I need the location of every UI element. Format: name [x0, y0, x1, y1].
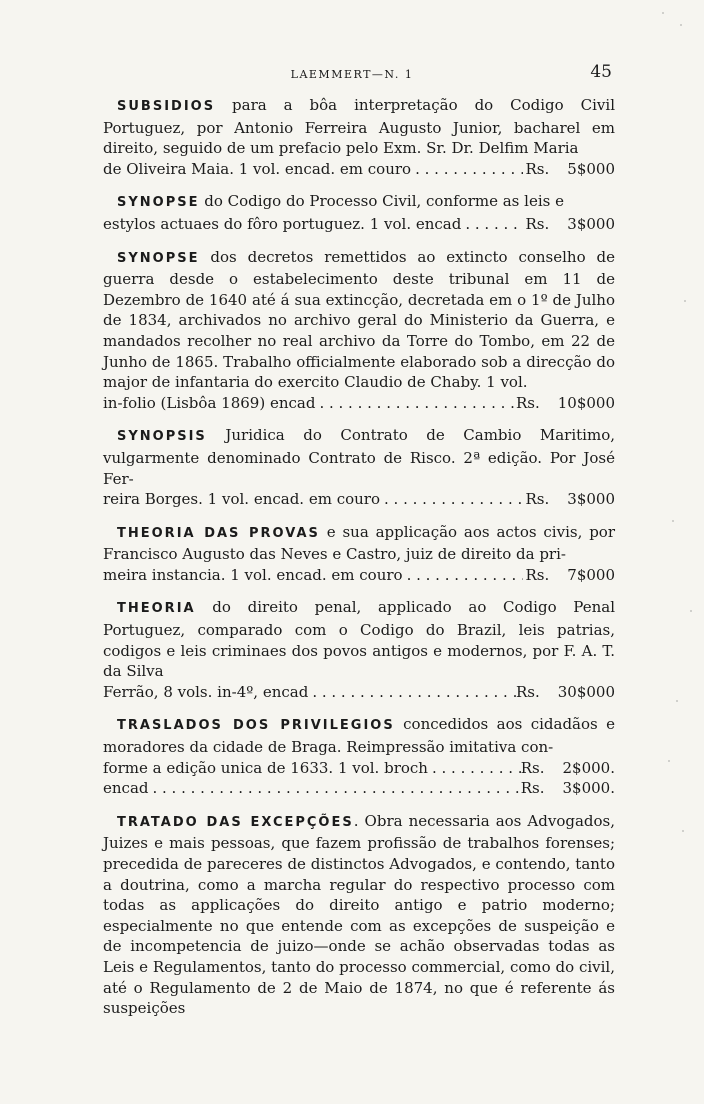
price-line	[103, 214, 615, 235]
currency: Rs.	[520, 758, 545, 777]
leader-dots	[148, 778, 520, 799]
price: 2$000.	[562, 758, 615, 777]
entry-tail: meira instancia. 1 vol. encad. em couro	[103, 565, 403, 584]
entry-tail: reira Borges. 1 vol. encad. em couro	[103, 490, 380, 509]
entry-description: dos decretos remettidos ao extincto conselho de guerra desde o estabelecimento deste tribunal em 11 de Dezembro de 1640 até á sua extincção, decretada em o 1º de Julho de 1834, archivados no archivo geral do Ministerio da Guerra, e mandados recolher no real archivo da Torre do Tombo, em 22 de Junho de 1865. Trabalho officialmente elaborado sob a direcção do major de infantaria do exercito Claudio de Chaby. 1 vol.	[103, 247, 615, 392]
price-line	[103, 778, 615, 799]
currency: Rs.	[515, 393, 540, 412]
paper-speck	[690, 610, 692, 612]
entry-description: para a bôa interpretação do Codigo Civil Portuguez, por Antonio Ferreira Augusto Junior, bacharel em direito, seguido de um prefacio pelo Exm. Sr. Dr. Delfim Maria	[103, 96, 615, 158]
paper-speck	[682, 830, 684, 832]
price-line	[103, 393, 615, 414]
entry-tail: estylos actuaes do fôro portuguez. 1 vol. encad	[103, 214, 462, 233]
catalog-entry	[103, 597, 615, 702]
price: 5$000	[567, 159, 615, 178]
paper-speck	[668, 760, 670, 762]
entry-tail: in-folio (Lisbôa 1869) encad	[103, 393, 316, 412]
running-head	[0, 62, 704, 84]
paper-specks	[624, 0, 704, 1104]
catalog-entry	[103, 247, 615, 414]
entry-description: Juridica do Contrato de Cambio Maritimo, vulgarmente denominado Contrato de Risco. 2ª edição. Por José Fer-	[103, 426, 615, 488]
currency: Rs.	[520, 779, 545, 798]
entry-heading: TRASLADOS DOS PRIVILEGIOS	[117, 718, 395, 734]
entry-description: e sua applicação aos actos civis, por Francisco Augusto das Neves e Castro, juiz de direito da pri-	[103, 522, 615, 564]
page-number: 45	[590, 62, 612, 82]
entry-tail: Ferrão, 8 vols. in-4º, encad	[103, 682, 309, 701]
entry-description: . Obra necessaria aos Advogados, Juizes e mais pessoas, que fazem profissão de trabalhos forenses; precedida de pareceres de distinctos Advogados, e contendo, tanto a doutrina, como a marcha regular do respectivo processo com todas as applicações do direito antigo e patrio moderno; especialmente no que entende com as excepções de suspeição e de incompetencia de juizo—onde se achão observadas todas as Leis e Regulamentos, tanto do processo commercial, como do civil, até o Regulamento de 2 de Maio de 1874, no que é referente ás suspeições	[103, 811, 615, 1018]
leader-dots	[461, 214, 523, 235]
paper-speck	[684, 300, 686, 302]
price-line	[103, 682, 615, 703]
paper-speck	[672, 520, 674, 522]
entry-heading: TRATADO DAS EXCEPÇÕES	[117, 814, 354, 830]
running-head-title: LAEMMERT—N. 1	[290, 68, 414, 81]
currency: Rs.	[525, 214, 550, 233]
currency: Rs.	[525, 565, 550, 584]
price-line	[103, 565, 615, 586]
entry-heading: SYNOPSE	[117, 195, 200, 211]
leader-dots	[380, 489, 523, 510]
currency: Rs.	[525, 159, 550, 178]
leader-dots	[403, 565, 523, 586]
entry-description: do Codigo do Processo Civil, conforme as leis e	[204, 192, 564, 211]
paper-speck	[662, 12, 664, 14]
entry-description: concedidos aos cidadãos e moradores da cidade de Braga. Reimpressão imitativa con-	[103, 715, 615, 757]
catalog-entry	[103, 522, 615, 586]
price-line	[103, 159, 615, 180]
catalog-entry	[103, 191, 615, 234]
leader-dots	[315, 393, 516, 414]
price: 7$000	[567, 565, 615, 584]
catalog-entries	[103, 95, 615, 1031]
entry-heading: THEORIA	[117, 601, 196, 617]
entry-heading: THEORIA DAS PROVAS	[117, 525, 320, 541]
entry-heading: SUBSIDIOS	[117, 99, 216, 114]
catalog-entry	[103, 714, 615, 798]
entry-description: do direito penal, applicado ao Codigo Penal Portuguez, comparado com o Codigo do Brazil, leis patrias, codigos e leis criminaes dos povos antigos e modernos, por F. A. T. da Silva	[103, 598, 615, 681]
leader-dots	[428, 758, 521, 779]
catalog-entry	[103, 425, 615, 509]
price: 10$000	[557, 393, 615, 412]
price-line	[103, 489, 615, 510]
catalog-entry	[103, 811, 615, 1019]
entry-heading: SYNOPSIS	[117, 429, 207, 445]
leader-dots	[411, 159, 523, 180]
price: 3$000.	[562, 779, 615, 798]
entry-tail: encad	[103, 779, 149, 798]
currency: Rs.	[525, 490, 550, 509]
entry-tail: forme a edição unica de 1633. 1 vol. broch	[103, 758, 428, 777]
currency: Rs.	[515, 682, 540, 701]
paper-speck	[680, 24, 682, 26]
leader-dots	[308, 682, 516, 703]
price-line	[103, 758, 615, 779]
price: 3$000	[567, 214, 615, 233]
entry-tail: de Oliveira Maia. 1 vol. encad. em couro	[103, 159, 412, 178]
catalog-entry	[103, 95, 615, 179]
paper-speck	[676, 700, 678, 702]
entry-heading: SYNOPSE	[117, 250, 200, 266]
price: 3$000	[567, 490, 615, 509]
price: 30$000	[557, 682, 615, 701]
